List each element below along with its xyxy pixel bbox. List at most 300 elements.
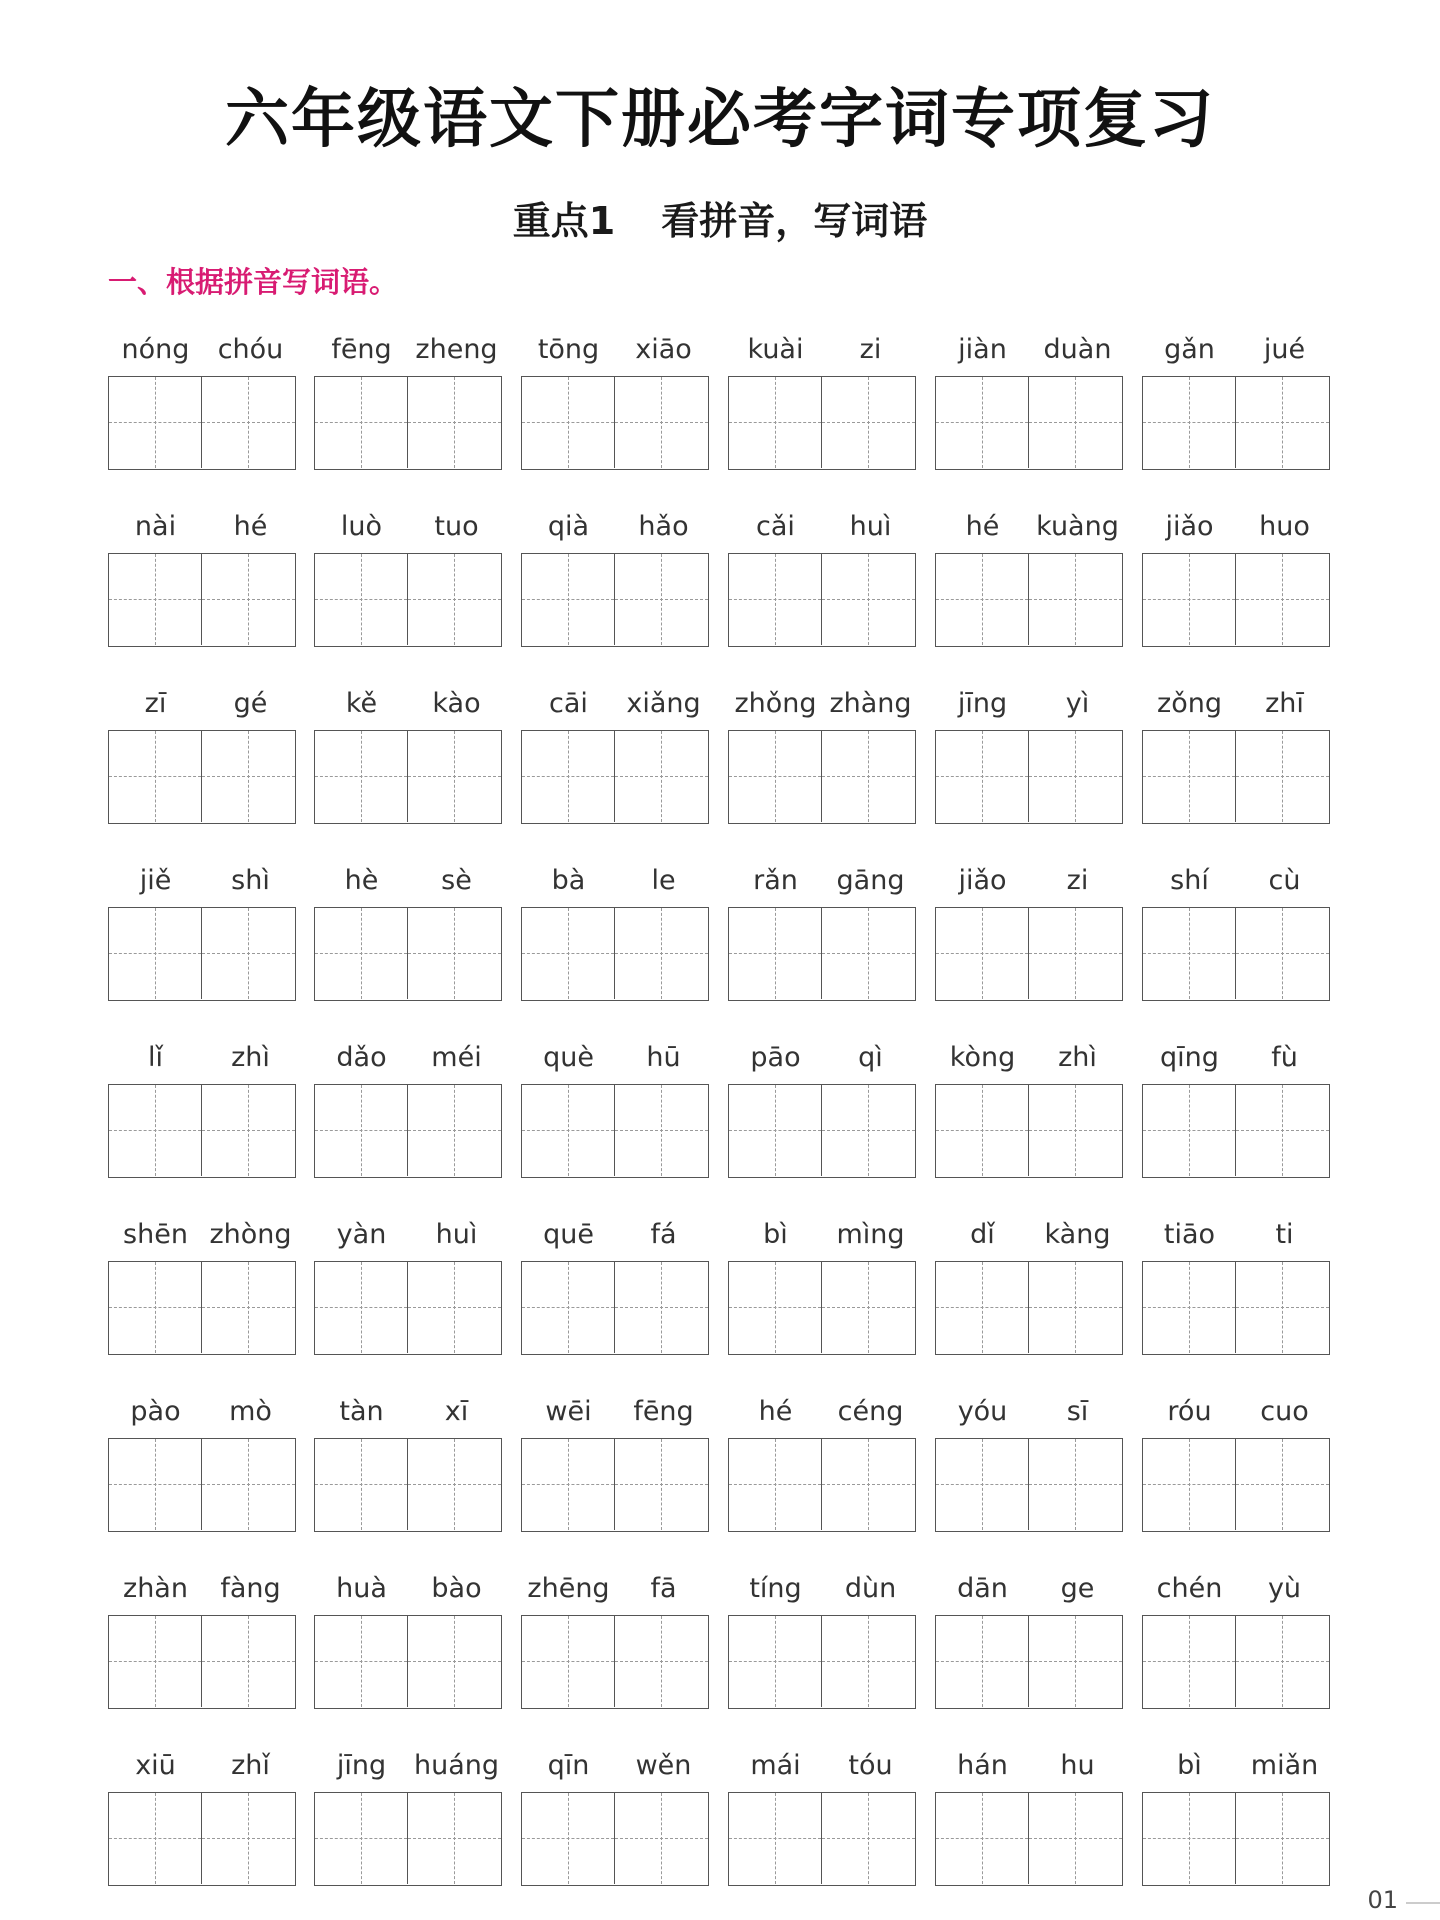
pinyin-line: [314, 1034, 504, 1078]
writing-box-pair[interactable]: [521, 376, 709, 470]
word-item: [521, 503, 711, 673]
character-cell[interactable]: [615, 1616, 708, 1707]
pinyin-syllable: huáng: [413, 1750, 500, 1781]
writing-box-pair[interactable]: [108, 376, 296, 470]
writing-box-pair[interactable]: [521, 1084, 709, 1178]
character-cell[interactable]: [522, 908, 615, 999]
pinyin-line: [314, 680, 504, 724]
pinyin-syllable: duàn: [1043, 334, 1112, 365]
guide-line-horizontal: [1236, 422, 1329, 423]
character-cell[interactable]: [202, 1262, 295, 1353]
character-cell[interactable]: [315, 1262, 408, 1353]
pinyin-syllable: pāo: [750, 1042, 801, 1073]
character-cell[interactable]: [729, 1793, 822, 1884]
writing-box-pair[interactable]: [314, 376, 502, 470]
character-cell[interactable]: [522, 731, 615, 822]
character-cell[interactable]: [1236, 1616, 1329, 1707]
pinyin-syllable: chén: [1156, 1573, 1223, 1604]
writing-box-pair[interactable]: [1142, 1261, 1330, 1355]
word-item: [314, 326, 504, 496]
word-item: [728, 680, 918, 850]
character-cell[interactable]: [936, 1085, 1029, 1176]
word-item: [314, 1211, 504, 1381]
character-cell[interactable]: [729, 1616, 822, 1707]
character-cell[interactable]: [822, 731, 915, 822]
pinyin-syllable: hé: [758, 1396, 793, 1427]
character-cell[interactable]: [1029, 731, 1122, 822]
pinyin-syllable: hǎo: [638, 511, 689, 542]
writing-box-pair[interactable]: [108, 1084, 296, 1178]
character-cell[interactable]: [1029, 554, 1122, 645]
character-cell[interactable]: [109, 908, 202, 999]
guide-line-horizontal: [1236, 1484, 1329, 1485]
writing-box-pair[interactable]: [521, 730, 709, 824]
pinyin-syllable: qià: [547, 511, 590, 542]
exercise-row: [108, 1388, 1338, 1558]
guide-line-horizontal: [109, 1484, 201, 1485]
character-cell[interactable]: [615, 1085, 708, 1176]
pinyin-syllable: yù: [1267, 1573, 1302, 1604]
pinyin-syllable: zi: [859, 334, 882, 365]
writing-box-pair[interactable]: [108, 907, 296, 1001]
guide-line-horizontal: [315, 1130, 407, 1131]
character-cell[interactable]: [1143, 554, 1236, 645]
writing-box-pair[interactable]: [728, 1792, 916, 1886]
character-cell[interactable]: [315, 1085, 408, 1176]
word-item: [728, 326, 918, 496]
character-cell[interactable]: [408, 554, 501, 645]
pinyin-line: [314, 1388, 504, 1432]
pinyin-syllable: qīn: [547, 1750, 590, 1781]
character-cell[interactable]: [822, 908, 915, 999]
word-item: [1142, 680, 1332, 850]
writing-box-pair[interactable]: [935, 376, 1123, 470]
pinyin-syllable: fēng: [633, 1396, 694, 1427]
writing-box-pair[interactable]: [728, 1438, 916, 1532]
word-item: [935, 326, 1125, 496]
guide-line-horizontal: [408, 1307, 501, 1308]
pinyin-line: [728, 680, 918, 724]
pinyin-line: [521, 1388, 711, 1432]
character-cell[interactable]: [615, 554, 708, 645]
character-cell[interactable]: [1029, 377, 1122, 468]
character-cell[interactable]: [1143, 1616, 1236, 1707]
guide-line-horizontal: [1236, 953, 1329, 954]
character-cell[interactable]: [822, 1085, 915, 1176]
guide-line-horizontal: [408, 1661, 501, 1662]
character-cell[interactable]: [408, 1262, 501, 1353]
writing-box-pair[interactable]: [521, 553, 709, 647]
writing-box-pair[interactable]: [728, 1615, 916, 1709]
writing-box-pair[interactable]: [521, 907, 709, 1001]
writing-box-pair[interactable]: [314, 730, 502, 824]
character-cell[interactable]: [936, 1439, 1029, 1530]
character-cell[interactable]: [936, 1262, 1029, 1353]
character-cell[interactable]: [1143, 731, 1236, 822]
pinyin-syllable: jīng: [336, 1750, 387, 1781]
writing-box-pair[interactable]: [314, 1261, 502, 1355]
writing-box-pair[interactable]: [1142, 1615, 1330, 1709]
guide-line-horizontal: [822, 1130, 915, 1131]
writing-box-pair[interactable]: [728, 1261, 916, 1355]
pinyin-syllable: fēng: [331, 334, 392, 365]
character-cell[interactable]: [729, 377, 822, 468]
word-item: [728, 1034, 918, 1204]
guide-line-horizontal: [109, 599, 201, 600]
pinyin-line: [728, 1211, 918, 1255]
character-cell[interactable]: [729, 1085, 822, 1176]
writing-box-pair[interactable]: [108, 1615, 296, 1709]
character-cell[interactable]: [729, 554, 822, 645]
guide-line-horizontal: [936, 953, 1028, 954]
character-cell[interactable]: [1029, 1262, 1122, 1353]
page-title: 六年级语文下册必考字词专项复习: [225, 82, 1215, 157]
pinyin-syllable: hu: [1060, 1750, 1095, 1781]
guide-line-horizontal: [522, 1661, 614, 1662]
pinyin-syllable: jiàn: [958, 334, 1007, 365]
character-cell[interactable]: [1143, 908, 1236, 999]
character-cell[interactable]: [1236, 554, 1329, 645]
writing-box-pair[interactable]: [728, 376, 916, 470]
character-cell[interactable]: [1236, 731, 1329, 822]
word-item: [1142, 1211, 1332, 1381]
word-item: [108, 326, 298, 496]
guide-line-horizontal: [1029, 1130, 1122, 1131]
pinyin-syllable: mò: [229, 1396, 272, 1427]
pinyin-syllable: huà: [336, 1573, 387, 1604]
character-cell[interactable]: [1029, 1793, 1122, 1884]
writing-box-pair[interactable]: [314, 1438, 502, 1532]
pinyin-syllable: huì: [849, 511, 892, 542]
pinyin-line: [935, 1565, 1125, 1609]
guide-line-horizontal: [315, 1838, 407, 1839]
character-cell[interactable]: [202, 1085, 295, 1176]
writing-box-pair[interactable]: [728, 730, 916, 824]
writing-box-pair[interactable]: [728, 907, 916, 1001]
character-cell[interactable]: [408, 1085, 501, 1176]
pinyin-syllable: cuo: [1260, 1396, 1309, 1427]
writing-box-pair[interactable]: [935, 553, 1123, 647]
guide-line-horizontal: [408, 1838, 501, 1839]
writing-box-pair[interactable]: [521, 1615, 709, 1709]
word-item: [521, 1388, 711, 1558]
pinyin-syllable: hé: [233, 511, 268, 542]
guide-line-horizontal: [522, 1130, 614, 1131]
character-cell[interactable]: [522, 1262, 615, 1353]
exercise-row: [108, 1211, 1338, 1381]
pinyin-syllable: kuàng: [1036, 511, 1119, 542]
pinyin-line: [108, 1034, 298, 1078]
guide-line-horizontal: [202, 1661, 295, 1662]
character-cell[interactable]: [408, 908, 501, 999]
subtitle-text: 看拼音，写词语: [661, 199, 928, 243]
pinyin-line: [1142, 1742, 1332, 1786]
writing-box-pair[interactable]: [314, 553, 502, 647]
guide-line-horizontal: [522, 776, 614, 777]
character-cell[interactable]: [315, 1439, 408, 1530]
character-cell[interactable]: [522, 377, 615, 468]
character-cell[interactable]: [1029, 908, 1122, 999]
pinyin-syllable: tóu: [848, 1750, 893, 1781]
character-cell[interactable]: [822, 1439, 915, 1530]
character-cell[interactable]: [109, 377, 202, 468]
character-cell[interactable]: [202, 554, 295, 645]
pinyin-syllable: hè: [344, 865, 379, 896]
word-item: [1142, 1565, 1332, 1735]
pinyin-line: [1142, 1388, 1332, 1432]
character-cell[interactable]: [822, 1616, 915, 1707]
pinyin-syllable: rǎn: [753, 865, 798, 896]
writing-box-pair[interactable]: [314, 1615, 502, 1709]
pinyin-line: [314, 857, 504, 901]
guide-line-horizontal: [729, 776, 821, 777]
character-cell[interactable]: [615, 731, 708, 822]
character-cell[interactable]: [202, 1439, 295, 1530]
guide-line-horizontal: [1143, 776, 1235, 777]
character-cell[interactable]: [1029, 1085, 1122, 1176]
guide-line-horizontal: [615, 1484, 708, 1485]
pinyin-line: [935, 326, 1125, 370]
page-number: 01: [1367, 1886, 1398, 1914]
guide-line-horizontal: [615, 422, 708, 423]
exercise-row: [108, 1565, 1338, 1735]
pinyin-line: [935, 1211, 1125, 1255]
writing-box-pair[interactable]: [935, 1261, 1123, 1355]
pinyin-line: [1142, 1034, 1332, 1078]
character-cell[interactable]: [615, 1262, 708, 1353]
guide-line-horizontal: [615, 1661, 708, 1662]
pinyin-syllable: dān: [957, 1573, 1008, 1604]
writing-box-pair[interactable]: [521, 1261, 709, 1355]
pinyin-syllable: jiě: [139, 865, 172, 896]
character-cell[interactable]: [109, 554, 202, 645]
character-cell[interactable]: [315, 908, 408, 999]
guide-line-horizontal: [729, 1661, 821, 1662]
character-cell[interactable]: [822, 377, 915, 468]
writing-box-pair[interactable]: [521, 1792, 709, 1886]
writing-box-pair[interactable]: [935, 730, 1123, 824]
character-cell[interactable]: [615, 1439, 708, 1530]
guide-line-horizontal: [1029, 1661, 1122, 1662]
character-cell[interactable]: [1143, 1262, 1236, 1353]
character-cell[interactable]: [822, 1262, 915, 1353]
writing-box-pair[interactable]: [108, 553, 296, 647]
character-cell[interactable]: [615, 908, 708, 999]
word-item: [521, 857, 711, 1027]
character-cell[interactable]: [936, 1793, 1029, 1884]
pinyin-syllable: fàng: [220, 1573, 281, 1604]
guide-line-horizontal: [522, 422, 614, 423]
character-cell[interactable]: [1029, 1439, 1122, 1530]
character-cell[interactable]: [1143, 377, 1236, 468]
character-cell[interactable]: [202, 908, 295, 999]
writing-box-pair[interactable]: [1142, 553, 1330, 647]
character-cell[interactable]: [1236, 377, 1329, 468]
character-cell[interactable]: [522, 1793, 615, 1884]
writing-box-pair[interactable]: [108, 1792, 296, 1886]
guide-line-horizontal: [109, 776, 201, 777]
pinyin-syllable: què: [543, 1042, 594, 1073]
character-cell[interactable]: [1236, 1262, 1329, 1353]
guide-line-horizontal: [315, 1484, 407, 1485]
pinyin-syllable: kuài: [747, 334, 804, 365]
guide-line-horizontal: [729, 953, 821, 954]
character-cell[interactable]: [729, 1262, 822, 1353]
character-cell[interactable]: [522, 1616, 615, 1707]
guide-line-horizontal: [822, 953, 915, 954]
writing-box-pair[interactable]: [314, 907, 502, 1001]
pinyin-line: [108, 1565, 298, 1609]
character-cell[interactable]: [315, 1793, 408, 1884]
pinyin-syllable: zheng: [415, 334, 498, 365]
character-cell[interactable]: [408, 1616, 501, 1707]
writing-box-pair[interactable]: [935, 907, 1123, 1001]
guide-line-horizontal: [1143, 1484, 1235, 1485]
pinyin-line: [935, 1034, 1125, 1078]
pinyin-syllable: fā: [650, 1573, 677, 1604]
guide-line-horizontal: [615, 953, 708, 954]
character-cell[interactable]: [1236, 908, 1329, 999]
writing-box-pair[interactable]: [521, 1438, 709, 1532]
character-cell[interactable]: [729, 1439, 822, 1530]
pinyin-syllable: shēn: [123, 1219, 188, 1250]
character-cell[interactable]: [408, 1439, 501, 1530]
character-cell[interactable]: [315, 554, 408, 645]
guide-line-horizontal: [615, 776, 708, 777]
character-cell[interactable]: [109, 1085, 202, 1176]
character-cell[interactable]: [522, 1085, 615, 1176]
writing-box-pair[interactable]: [1142, 1084, 1330, 1178]
character-cell[interactable]: [315, 377, 408, 468]
pinyin-syllable: dùn: [844, 1573, 897, 1604]
character-cell[interactable]: [729, 731, 822, 822]
pinyin-line: [935, 1388, 1125, 1432]
character-cell[interactable]: [936, 554, 1029, 645]
word-item: [314, 503, 504, 673]
character-cell[interactable]: [936, 908, 1029, 999]
writing-box-pair[interactable]: [1142, 1438, 1330, 1532]
character-cell[interactable]: [202, 1616, 295, 1707]
word-item: [935, 680, 1125, 850]
character-cell[interactable]: [936, 1616, 1029, 1707]
character-cell[interactable]: [202, 731, 295, 822]
character-cell[interactable]: [822, 554, 915, 645]
character-cell[interactable]: [936, 731, 1029, 822]
pinyin-syllable: hán: [957, 1750, 1008, 1781]
character-cell[interactable]: [1236, 1439, 1329, 1530]
guide-line-horizontal: [729, 1130, 821, 1131]
character-cell[interactable]: [729, 908, 822, 999]
guide-line-horizontal: [315, 599, 407, 600]
writing-box-pair[interactable]: [935, 1438, 1123, 1532]
character-cell[interactable]: [408, 731, 501, 822]
writing-box-pair[interactable]: [935, 1084, 1123, 1178]
character-cell[interactable]: [109, 1793, 202, 1884]
character-cell[interactable]: [1236, 1085, 1329, 1176]
pinyin-line: [728, 1742, 918, 1786]
pinyin-syllable: hé: [965, 511, 1000, 542]
pinyin-line: [1142, 1565, 1332, 1609]
guide-line-horizontal: [408, 776, 501, 777]
character-cell[interactable]: [109, 731, 202, 822]
pinyin-syllable: cù: [1268, 865, 1301, 896]
pinyin-syllable: tíng: [749, 1573, 802, 1604]
pinyin-syllable: yàn: [336, 1219, 387, 1250]
writing-box-pair[interactable]: [935, 1792, 1123, 1886]
pinyin-line: [108, 680, 298, 724]
pinyin-syllable: zhī: [1265, 688, 1304, 719]
character-cell[interactable]: [109, 1616, 202, 1707]
character-cell[interactable]: [315, 731, 408, 822]
pinyin-line: [521, 1565, 711, 1609]
word-item: [935, 1565, 1125, 1735]
writing-box-pair[interactable]: [1142, 907, 1330, 1001]
pinyin-line: [935, 1742, 1125, 1786]
guide-line-horizontal: [408, 1130, 501, 1131]
pinyin-syllable: xī: [444, 1396, 469, 1427]
character-cell[interactable]: [522, 554, 615, 645]
writing-box-pair[interactable]: [314, 1792, 502, 1886]
guide-line-horizontal: [522, 1484, 614, 1485]
character-cell[interactable]: [408, 377, 501, 468]
writing-box-pair[interactable]: [728, 553, 916, 647]
character-cell[interactable]: [822, 1793, 915, 1884]
character-cell[interactable]: [109, 1262, 202, 1353]
pinyin-line: [521, 503, 711, 547]
writing-box-pair[interactable]: [935, 1615, 1123, 1709]
character-cell[interactable]: [1143, 1793, 1236, 1884]
writing-box-pair[interactable]: [1142, 376, 1330, 470]
character-cell[interactable]: [408, 1793, 501, 1884]
writing-box-pair[interactable]: [1142, 730, 1330, 824]
character-cell[interactable]: [615, 377, 708, 468]
pinyin-line: [728, 503, 918, 547]
character-cell[interactable]: [109, 1439, 202, 1530]
writing-box-pair[interactable]: [108, 730, 296, 824]
word-item: [314, 1565, 504, 1735]
writing-box-pair[interactable]: [1142, 1792, 1330, 1886]
character-cell[interactable]: [202, 1793, 295, 1884]
writing-box-pair[interactable]: [108, 1438, 296, 1532]
guide-line-horizontal: [822, 1838, 915, 1839]
pinyin-line: [108, 503, 298, 547]
writing-box-pair[interactable]: [728, 1084, 916, 1178]
character-cell[interactable]: [936, 377, 1029, 468]
character-cell[interactable]: [1143, 1085, 1236, 1176]
writing-box-pair[interactable]: [108, 1261, 296, 1355]
character-cell[interactable]: [202, 377, 295, 468]
pinyin-syllable: zhòng: [209, 1219, 292, 1250]
guide-line-horizontal: [936, 1307, 1028, 1308]
character-cell[interactable]: [315, 1616, 408, 1707]
pinyin-syllable: gǎn: [1164, 334, 1215, 365]
pinyin-syllable: miǎn: [1250, 1750, 1319, 1781]
character-cell[interactable]: [1143, 1439, 1236, 1530]
guide-line-horizontal: [1143, 953, 1235, 954]
guide-line-horizontal: [522, 1838, 614, 1839]
character-cell[interactable]: [522, 1439, 615, 1530]
word-item: [728, 1388, 918, 1558]
guide-line-horizontal: [936, 1661, 1028, 1662]
character-cell[interactable]: [1029, 1616, 1122, 1707]
pinyin-line: [314, 503, 504, 547]
character-cell[interactable]: [1236, 1793, 1329, 1884]
exercise-row: [108, 503, 1338, 673]
pinyin-line: [728, 857, 918, 901]
character-cell[interactable]: [615, 1793, 708, 1884]
guide-line-horizontal: [1236, 1838, 1329, 1839]
writing-box-pair[interactable]: [314, 1084, 502, 1178]
